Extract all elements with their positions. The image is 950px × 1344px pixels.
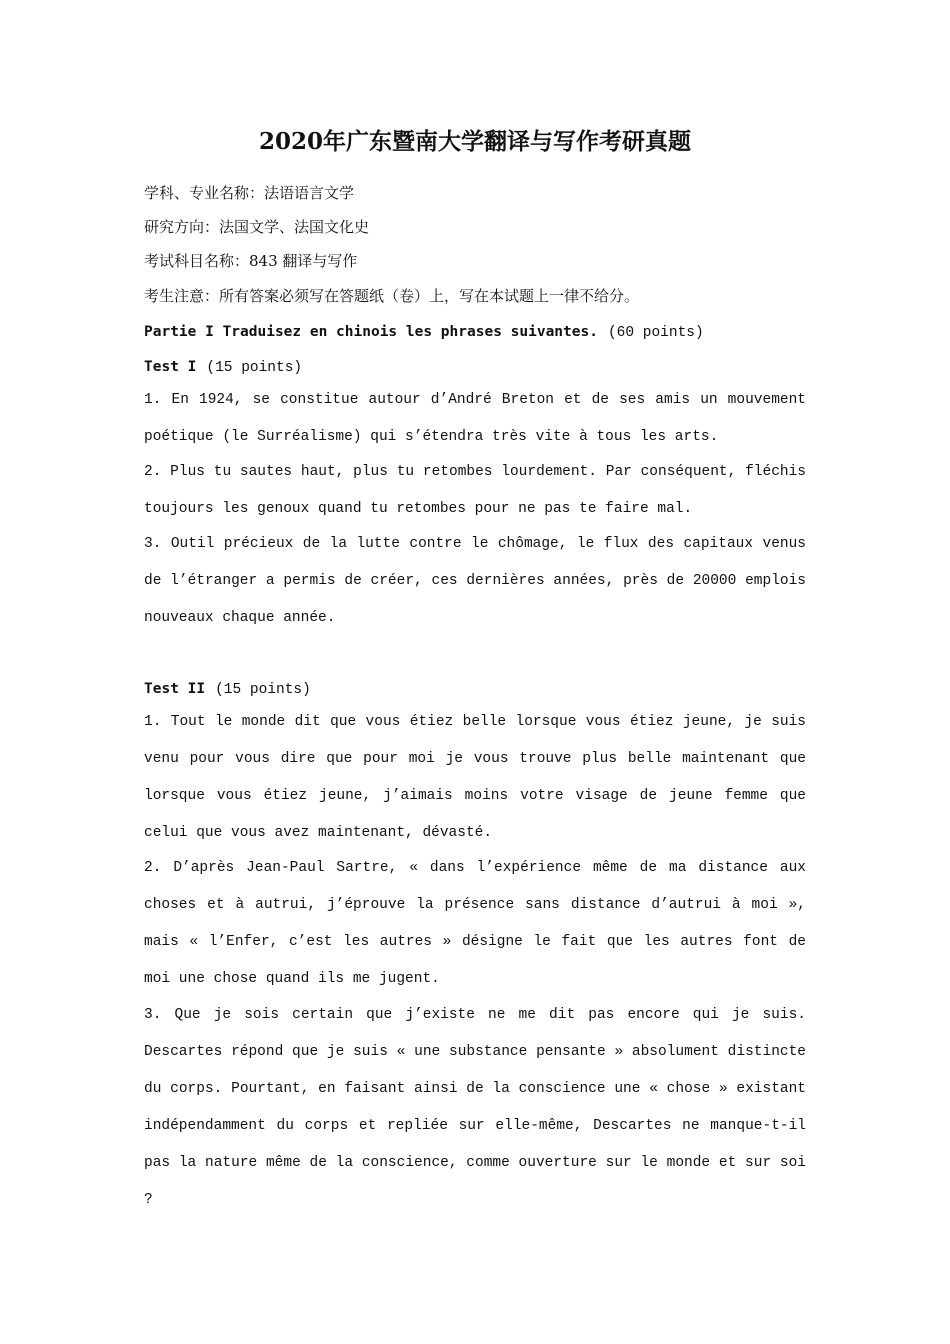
test2-label: Test II xyxy=(144,681,206,697)
test2-points: (15 points) xyxy=(215,682,311,698)
test2-item-1: 1. Tout le monde dit que vous étiez belle lorsque vous étiez jeune, je suis venu pour vous dire que pour moi je vous trouve plus belle maintenant que lorsque vous étiez jeune, j’aimais moins votre visage de jeune femme que celui que vous avez maintenant, dévasté. xyxy=(144,714,806,841)
part1-points: (60 points) xyxy=(607,325,704,341)
page-title: 2020年广东暨南大学翻译与写作考研真题 xyxy=(258,128,691,155)
part1-heading xyxy=(144,320,824,344)
test2-item-3: 3. Que je sois certain que j’existe ne me dit pas encore qui je suis. Descartes répond que je suis « une substance pensante » absolument distincte du corps. Pourtant, en faisant ainsi de la conscience une « chose » existant indépendamment du corps et repliée sur elle-même, Descartes ne manque-t-il pas la nature même de la conscience, comme ouverture sur le monde et sur soi ? xyxy=(144,1007,806,1208)
test2-item-2: 2. D’après Jean-Paul Sartre, « dans l’expérience même de ma distance aux choses et à autrui, j’éprouve la présence sans distance d’autrui à moi », mais « l’Enfer, c’est les autres » désigne le fait que les autres font de moi une chose quand ils me jugent. xyxy=(144,860,806,987)
test1-item-1: 1. En 1924, se constitue autour d’André Breton et de ses amis un mouvement poétique (le Surréalisme) qui s’étendra très vite à tous les arts. xyxy=(144,392,806,445)
meta-research-direction: 研究方向：法国文学、法国文化史 xyxy=(144,218,370,236)
test1-item-2: 2. Plus tu sautes haut, plus tu retombes lourdement. Par conséquent, fléchis toujours les genoux quand tu retombes pour ne pas te faire mal. xyxy=(144,464,806,517)
test1-heading xyxy=(144,355,824,379)
meta-exam-subject: 考试科目名称：843 翻译与写作 xyxy=(144,252,358,270)
test1-label: Test I xyxy=(144,359,197,375)
meta-discipline: 学科、专业名称：法语语言文学 xyxy=(144,184,355,202)
meta-candidate-notice: 考生注意：所有答案必须写在答题纸（卷）上，写在本试题上一律不给分。 xyxy=(144,287,640,305)
test2-heading xyxy=(144,677,824,701)
part1-label: Partie I Traduisez en chinois les phrases suivantes. xyxy=(144,324,598,340)
test1-item-3: 3. Outil précieux de la lutte contre le chômage, le flux des capitaux venus de l’étranger a permis de créer, ces dernières années, près de 20000 emplois nouveaux chaque année. xyxy=(144,536,806,626)
test1-points: (15 points) xyxy=(206,360,303,376)
